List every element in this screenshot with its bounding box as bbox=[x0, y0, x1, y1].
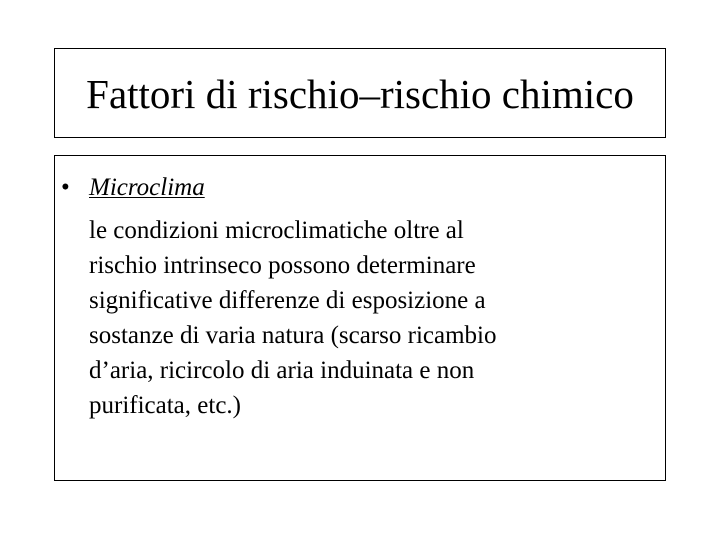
paragraph-line: sostanze di varia natura (scarso ricambio bbox=[89, 322, 497, 349]
bullet-paragraph bbox=[89, 213, 649, 423]
bullet-heading: Microclima bbox=[89, 174, 205, 201]
paragraph-line: le condizioni microclimatiche oltre al bbox=[89, 217, 464, 244]
bullet-item bbox=[61, 170, 205, 205]
paragraph-line: d’aria, ricircolo di aria induinata e non bbox=[89, 357, 475, 384]
paragraph-line: significative differenze di esposizione a bbox=[89, 287, 486, 314]
title-box bbox=[54, 48, 666, 138]
paragraph-line: rischio intrinseco possono determinare bbox=[89, 252, 476, 279]
bullet-icon: • bbox=[61, 174, 70, 201]
content-box bbox=[54, 155, 666, 481]
paragraph-line: purificata, etc.) bbox=[89, 392, 241, 419]
slide-title: Fattori di rischio–rischio chimico bbox=[86, 70, 634, 117]
